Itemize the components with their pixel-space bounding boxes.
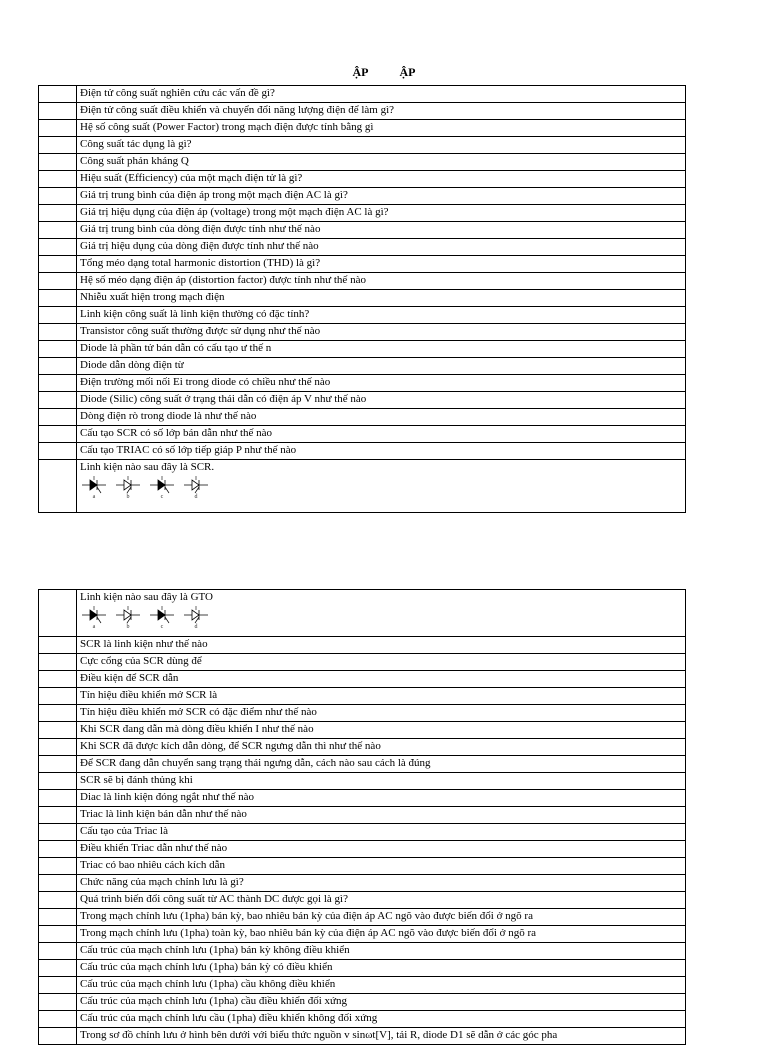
row-number-cell (39, 1028, 77, 1045)
table-row (39, 722, 686, 739)
question-cell: Để SCR đang dẫn chuyển sang trạng thái ngưng dẫn, cách nào sau cách là đúng (77, 756, 686, 773)
question-cell: Cực cổng của SCR dùng để (77, 654, 686, 671)
row-number-cell (39, 994, 77, 1011)
table-row (39, 256, 686, 273)
question-cell: Cấu tạo TRIAC có số lớp tiếp giáp P như thế nào (77, 443, 686, 460)
table-row (39, 875, 686, 892)
question-cell: Điều khiển Triac dẫn như thế nào (77, 841, 686, 858)
thyristor-symbol-icon (114, 476, 142, 501)
question-cell: Điều kiện để SCR dẫn (77, 671, 686, 688)
question-cell: Cấu tạo SCR có số lớp bán dẫn như thế nào (77, 426, 686, 443)
row-number-cell (39, 688, 77, 705)
row-number-cell (39, 222, 77, 239)
row-number-cell (39, 807, 77, 824)
question-cell: Triac có bao nhiêu cách kích dẫn (77, 858, 686, 875)
row-number-cell (39, 875, 77, 892)
question-cell: Transistor công suất thường được sử dụng như thế nào (77, 324, 686, 341)
question-cell: Dòng điện rò trong diode là như thế nào (77, 409, 686, 426)
table-row (39, 654, 686, 671)
table-row (39, 590, 686, 637)
question-table-2 (38, 589, 686, 1045)
row-number-cell (39, 154, 77, 171)
question-cell: Diode là phần tử bán dẫn có cấu tạo ư thế n (77, 341, 686, 358)
row-number-cell (39, 722, 77, 739)
row-number-cell (39, 671, 77, 688)
question-cell: Hệ số méo dạng điện áp (distortion factor) được tính như thế nào (77, 273, 686, 290)
table-row (39, 188, 686, 205)
question-cell: Tổng méo dạng total harmonic distortion (THD) là gì? (77, 256, 686, 273)
option-label: b (126, 624, 130, 630)
row-number-cell (39, 926, 77, 943)
question-cell: Giá trị hiệu dụng của dòng điện được tính như thế nào (77, 239, 686, 256)
title-part-1: ẬP (352, 65, 369, 79)
table-row (39, 943, 686, 960)
row-number-cell (39, 375, 77, 392)
row-number-cell (39, 409, 77, 426)
row-number-cell (39, 909, 77, 926)
row-number-cell (39, 137, 77, 154)
table-row (39, 409, 686, 426)
option-label: c (160, 624, 164, 630)
question-cell: Linh kiện công suất là linh kiện thường có đặc tính? (77, 307, 686, 324)
question-table-1 (38, 85, 686, 513)
row-number-cell (39, 977, 77, 994)
table-row (39, 154, 686, 171)
row-number-cell (39, 443, 77, 460)
option-label: a (92, 494, 96, 500)
thyristor-symbol-icon (80, 606, 108, 631)
table-row (39, 739, 686, 756)
question-cell: Cấu trúc của mạch chỉnh lưu (1pha) cầu không điều khiển (77, 977, 686, 994)
thyristor-symbol-icon (80, 476, 108, 501)
table-row (39, 358, 686, 375)
row-number-cell (39, 773, 77, 790)
question-cell: Giá trị hiệu dụng của điện áp (voltage) trong một mạch điện AC là gì? (77, 205, 686, 222)
table-row (39, 426, 686, 443)
table-row (39, 688, 686, 705)
question-cell: Tín hiệu điều khiển mở SCR có đặc điểm như thế nào (77, 705, 686, 722)
table-row (39, 994, 686, 1011)
row-number-cell (39, 426, 77, 443)
table-row (39, 841, 686, 858)
question-cell: Cấu tạo của Triac là (77, 824, 686, 841)
question-cell: Cấu trúc của mạch chỉnh lưu (1pha) bán kỳ có điều khiển (77, 960, 686, 977)
table-row (39, 307, 686, 324)
question-cell: Giá trị trung bình của dòng điện được tính như thế nào (77, 222, 686, 239)
table-row (39, 171, 686, 188)
row-number-cell (39, 392, 77, 409)
row-number-cell (39, 841, 77, 858)
row-number-cell (39, 705, 77, 722)
table-row (39, 892, 686, 909)
question-cell (77, 460, 686, 513)
row-number-cell (39, 637, 77, 654)
option-label: a (92, 624, 96, 630)
question-cell (77, 590, 686, 637)
option-label: b (126, 494, 130, 500)
question-cell: Trong mạch chỉnh lưu (1pha) bán kỳ, bao nhiêu bán kỳ của điện áp AC ngõ vào được biến đổi ở ngõ ra (77, 909, 686, 926)
question-cell: Trong sơ đồ chỉnh lưu ở hình bên dưới với biểu thức nguồn v sinωt[V], tải R, diode D1 sẽ dẫn ở các góc pha (77, 1028, 686, 1045)
question-cell: Điện tử công suất điều khiển và chuyển đổi năng lượng điện để làm gì? (77, 103, 686, 120)
row-number-cell (39, 739, 77, 756)
thyristor-symbol-icon (182, 476, 210, 501)
table-row (39, 120, 686, 137)
row-number-cell (39, 1011, 77, 1028)
row-number-cell (39, 654, 77, 671)
option-label: d (194, 624, 198, 630)
table-row (39, 790, 686, 807)
row-number-cell (39, 273, 77, 290)
row-number-cell (39, 460, 77, 513)
question-cell: Công suất tác dụng là gì? (77, 137, 686, 154)
question-cell: Khi SCR đã được kích dẫn dòng, để SCR ngưng dẫn thì như thế nào (77, 739, 686, 756)
row-number-cell (39, 892, 77, 909)
question-cell: Hệ số công suất (Power Factor) trong mạch điện được tính bằng gì (77, 120, 686, 137)
thyristor-symbol-icon (148, 476, 176, 501)
question-text: Linh kiện nào sau đây là SCR. (80, 461, 215, 473)
question-cell: Điện tử công suất nghiên cứu các vấn đề gì? (77, 86, 686, 103)
table-row (39, 443, 686, 460)
table-row (39, 222, 686, 239)
table-row (39, 824, 686, 841)
table-row (39, 205, 686, 222)
row-number-cell (39, 256, 77, 273)
table-row (39, 977, 686, 994)
table-row (39, 960, 686, 977)
component-symbol-options (80, 606, 682, 631)
row-number-cell (39, 858, 77, 875)
row-number-cell (39, 205, 77, 222)
title-part-2: ẬP (399, 65, 416, 79)
question-cell: Chức năng của mạch chỉnh lưu là gì? (77, 875, 686, 892)
row-number-cell (39, 120, 77, 137)
question-cell: Cấu trúc của mạch chỉnh lưu (1pha) bán kỳ không điều khiển (77, 943, 686, 960)
question-cell: Diode (Silic) công suất ở trạng thái dẫn có điện áp V như thế nào (77, 392, 686, 409)
question-cell: SCR là linh kiện như thế nào (77, 637, 686, 654)
question-cell: Trong mạch chỉnh lưu (1pha) toàn kỳ, bao nhiêu bán kỳ của điện áp AC ngõ vào được biến đổi ở ngõ ra (77, 926, 686, 943)
table-row (39, 671, 686, 688)
row-number-cell (39, 86, 77, 103)
table-row (39, 637, 686, 654)
component-symbol-options (80, 476, 682, 501)
table-row (39, 290, 686, 307)
row-number-cell (39, 790, 77, 807)
question-cell: Triac là linh kiện bán dẫn như thế nào (77, 807, 686, 824)
option-label: c (160, 494, 164, 500)
row-number-cell (39, 324, 77, 341)
thyristor-symbol-icon (182, 606, 210, 631)
table-row (39, 926, 686, 943)
question-cell: Nhiễu xuất hiện trong mạch điện (77, 290, 686, 307)
page-title (0, 65, 768, 80)
row-number-cell (39, 756, 77, 773)
thyristor-symbol-icon (148, 606, 176, 631)
question-cell: SCR sẽ bị đánh thủng khi (77, 773, 686, 790)
row-number-cell (39, 307, 77, 324)
question-cell: Khi SCR đang dẫn mà dòng điều khiển I như thế nào (77, 722, 686, 739)
table-row (39, 858, 686, 875)
table-row (39, 86, 686, 103)
question-cell: Tín hiệu điều khiển mở SCR là (77, 688, 686, 705)
table-row (39, 909, 686, 926)
table-row (39, 103, 686, 120)
table-row (39, 375, 686, 392)
thyristor-symbol-icon (114, 606, 142, 631)
row-number-cell (39, 824, 77, 841)
table-row (39, 137, 686, 154)
option-label: d (194, 494, 198, 500)
table-row (39, 239, 686, 256)
table-row (39, 273, 686, 290)
row-number-cell (39, 358, 77, 375)
table-row (39, 460, 686, 513)
question-cell: Cấu trúc của mạch chỉnh lưu cầu (1pha) điều khiển không đối xứng (77, 1011, 686, 1028)
row-number-cell (39, 290, 77, 307)
row-number-cell (39, 239, 77, 256)
row-number-cell (39, 341, 77, 358)
row-number-cell (39, 103, 77, 120)
row-number-cell (39, 590, 77, 637)
question-cell: Cấu trúc của mạch chỉnh lưu (1pha) cầu điều khiển đối xứng (77, 994, 686, 1011)
question-text: Linh kiện nào sau đây là GTO (80, 591, 213, 603)
table-row (39, 1011, 686, 1028)
question-cell: Diode dẫn dòng điện từ (77, 358, 686, 375)
table-row (39, 341, 686, 358)
question-cell: Hiệu suất (Efficiency) của một mạch điện tử là gì? (77, 171, 686, 188)
question-cell: Công suất phản kháng Q (77, 154, 686, 171)
question-cell: Quá trình biến đổi công suất từ AC thành DC được gọi là gì? (77, 892, 686, 909)
table-row (39, 324, 686, 341)
table-row (39, 1028, 686, 1045)
question-cell: Diac là linh kiện đóng ngắt như thế nào (77, 790, 686, 807)
row-number-cell (39, 188, 77, 205)
table-row (39, 807, 686, 824)
table-row (39, 392, 686, 409)
table-row (39, 756, 686, 773)
table-row (39, 773, 686, 790)
row-number-cell (39, 171, 77, 188)
row-number-cell (39, 943, 77, 960)
table-row (39, 705, 686, 722)
row-number-cell (39, 960, 77, 977)
question-cell: Giá trị trung bình của điện áp trong một mạch điện AC là gì? (77, 188, 686, 205)
question-cell: Điện trường mối nối Ei trong diode có chiều như thế nào (77, 375, 686, 392)
